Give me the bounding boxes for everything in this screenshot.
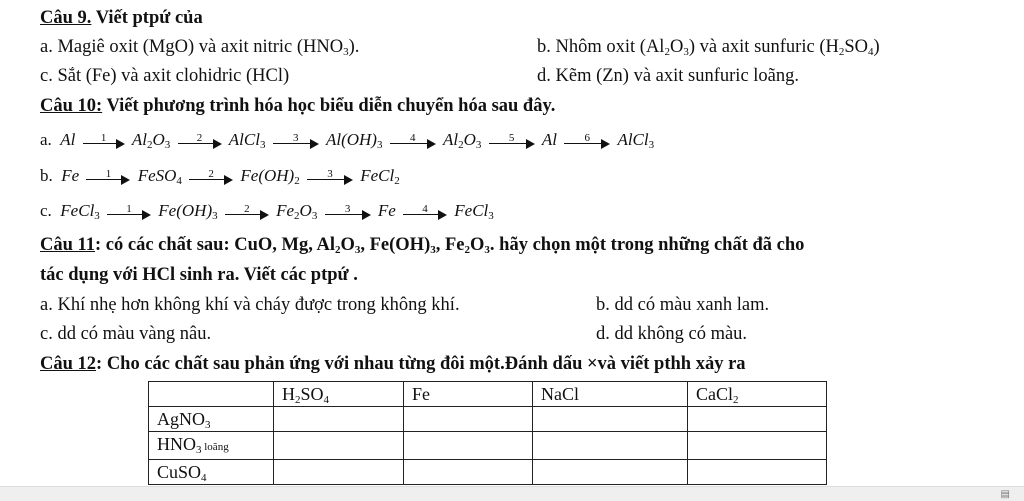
q9-b: b. Nhôm oxit $(Al_2O_3)$ và axit sunfuric $(H_2SO_4)$ <box>537 37 880 58</box>
arrow-icon: 4 <box>390 134 436 148</box>
arrow-icon: 4 <box>403 205 447 219</box>
q9-title-text: Viết ptpứ của <box>91 8 203 28</box>
q11-title-line2: tác dụng với HCl sinh ra. Viết các ptpứ . <box>40 265 358 285</box>
table-cell[interactable] <box>688 432 827 460</box>
q10-chain-a: a. Al 1 $Al_2O_3$ 2 AlCl$_3$ 3 $Al(OH)_3$ 4 $Al_2O_3$ 5 Al 6 AlCl$_3$ <box>40 130 655 151</box>
arrow-icon: 3 <box>273 134 319 148</box>
reaction-table <box>148 381 827 485</box>
arrow-icon: 2 <box>178 134 222 148</box>
q12-number: Câu 12 <box>40 354 97 374</box>
table-cell[interactable] <box>688 460 827 485</box>
q9-d: d. Kẽm (Zn) và axit sunfuric loãng. <box>537 66 800 86</box>
arrow-icon: 1 <box>107 205 151 219</box>
table-cell[interactable] <box>533 407 688 432</box>
layout-icon[interactable]: ▤ <box>1000 489 1010 500</box>
arrow-icon: 1 <box>83 134 125 148</box>
q9-title <box>40 6 203 30</box>
table-header-row <box>149 382 827 407</box>
table-row-label: CuSO$_4$ <box>149 460 274 485</box>
table-cell[interactable] <box>274 432 404 460</box>
arrow-icon: 3 <box>325 205 371 219</box>
table-cell[interactable] <box>404 407 533 432</box>
table-cell[interactable] <box>404 460 533 485</box>
table-row <box>149 460 827 485</box>
table-cell[interactable] <box>533 460 688 485</box>
arrow-icon: 5 <box>489 134 535 148</box>
table-cell[interactable] <box>533 432 688 460</box>
table-header-cell: NaCl <box>533 382 688 407</box>
q11-c: c. dd có màu vàng nâu. <box>40 324 212 344</box>
q11-title: Câu 11: có các chất sau: CuO, Mg, $Al_2O_3$, $Fe(OH)_3$, $Fe_2O_3$. hãy chọn một trong những chất đã cho <box>40 235 805 256</box>
q9-number: Câu 9. <box>40 8 92 28</box>
table-cell[interactable] <box>404 432 533 460</box>
q10-title-text: Viết phương trình hóa học biểu diễn chuyển hóa sau đây. <box>102 96 556 116</box>
q9-c: c. Sắt (Fe) và axit clohidric (HCl) <box>40 66 290 86</box>
q11-number: Câu 11 <box>40 235 96 255</box>
table-row <box>149 407 827 432</box>
table-header-cell: $H_2SO_4$ <box>274 382 404 407</box>
table-header-cell: Fe <box>404 382 533 407</box>
table-cell[interactable] <box>274 407 404 432</box>
q11-a: a. Khí nhẹ hơn không khí và cháy được trong không khí. <box>40 295 460 315</box>
table-cell[interactable] <box>274 460 404 485</box>
table-corner-cell <box>149 382 274 407</box>
q12-title-text: : Cho các chất sau phản ứng với nhau từng đôi một.Đánh dấu ×và viết pthh xảy ra <box>96 354 746 374</box>
arrow-icon: 1 <box>86 170 130 184</box>
table-cell[interactable] <box>688 407 827 432</box>
q10-title <box>40 94 555 118</box>
table-row <box>149 432 827 460</box>
q12-title <box>40 352 746 376</box>
bottom-status-bar <box>0 486 1024 501</box>
q9-a: a. Magiê oxit (MgO) và axit nitric $(HNO_3)$. <box>40 37 360 58</box>
arrow-icon: 2 <box>189 170 233 184</box>
q11-b: b. dd có màu xanh lam. <box>596 295 770 315</box>
q10-chain-c: c. FeCl$_3$ 1 $Fe(OH)_3$ 2 $Fe_2O_3$ 3 Fe 4 FeCl$_3$ <box>40 201 494 222</box>
q10-chain-b: b. Fe 1 FeSO$_4$ 2 $Fe(OH)_2$ 3 FeCl$_2$ <box>40 166 400 187</box>
table-header-cell: CaCl$_2$ <box>688 382 827 407</box>
arrow-icon: 2 <box>225 205 269 219</box>
q11-d: d. dd không có màu. <box>596 324 748 344</box>
table-row-label: $HNO_3$ loãng <box>149 432 274 460</box>
arrow-icon: 6 <box>564 134 610 148</box>
q10-number: Câu 10: <box>40 96 103 116</box>
arrow-icon: 3 <box>307 170 353 184</box>
table-row-label: AgNO$_3$ <box>149 407 274 432</box>
